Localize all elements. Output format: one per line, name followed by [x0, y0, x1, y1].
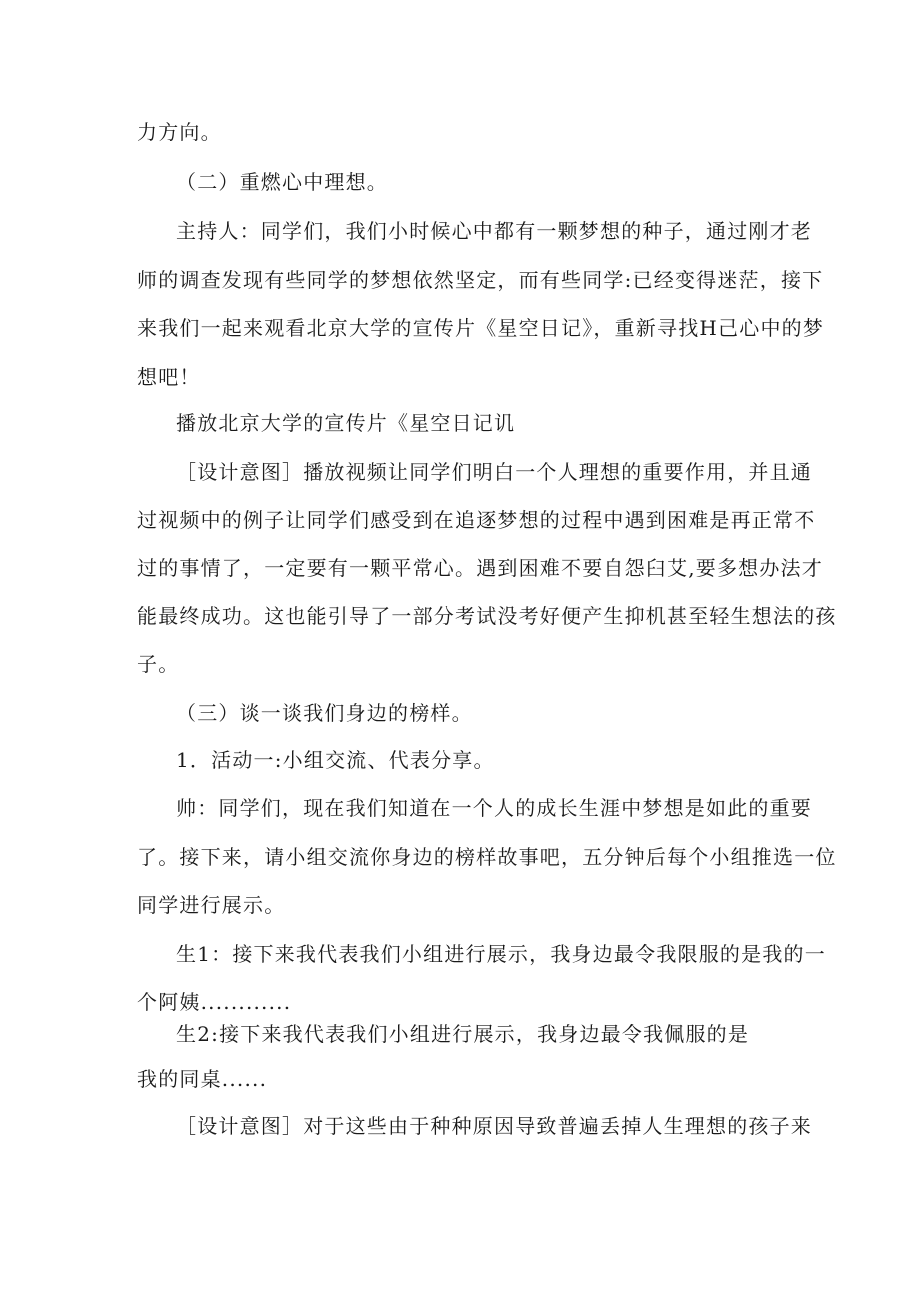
text-line: 了。接下来，请小组交流你身边的榜样故事吧，五分钟后每个小组推选一位: [137, 845, 837, 869]
section-heading: （二）重燃心中理想。: [176, 170, 388, 194]
text-line: 子。: [137, 652, 180, 676]
section-heading: （三）谈一谈我们身边的榜样。: [176, 701, 473, 725]
text-line: 1．活动一:小组交流、代表分享。: [176, 748, 495, 772]
text-line: ［设计意图］对于这些由于种种原因导致普遍丢掉人生理想的孩子来: [176, 1114, 812, 1138]
text-line: 想吧！: [137, 365, 201, 389]
text-line: 播放北京大学的宣传片《星空日记讥: [176, 411, 516, 435]
text-line: 过视频中的例子让同学们感受到在追逐梦想的过程中遇到困难是再正常不: [137, 508, 816, 532]
text-line: 生2:接下来我代表我们小组进行展示，我身边最令我佩服的是: [176, 1022, 750, 1046]
text-line: 力方向。: [137, 120, 222, 144]
text-line: 主持人：同学们，我们小时候心中都有一颗梦想的种子，通过刚才老: [176, 219, 812, 243]
text-line: 生1：接下来我代表我们小组进行展示，我身边最令我限服的是我的一: [176, 942, 826, 966]
text-line: 同学进行展示。: [137, 893, 286, 917]
text-line: 师的调查发现有些同学的梦想依然坚定，而有些同学:已经变得迷茫，接下: [137, 268, 824, 292]
text-line: ［设计意图］播放视频让同学们明白一个人理想的重要作用，并且通: [176, 460, 812, 484]
text-line: 能最终成功。这也能引导了一部分考试没考好便产生抑机甚至轻生想法的孩: [137, 604, 837, 628]
text-line: 来我们一起来观看北京大学的宣传片《星空日记》，重新寻找H己心中的梦: [137, 316, 825, 340]
text-line: 帅：同学们，现在我们知道在一个人的成长生涯中梦想是如此的重要: [176, 796, 812, 820]
text-line: 我的同桌......: [137, 1067, 268, 1091]
text-line: 过的事情了，一定要有一颗平常心。遇到困难不要自怨臼艾,要多想办法才: [137, 556, 823, 580]
text-line: 个阿姨............: [137, 990, 292, 1014]
